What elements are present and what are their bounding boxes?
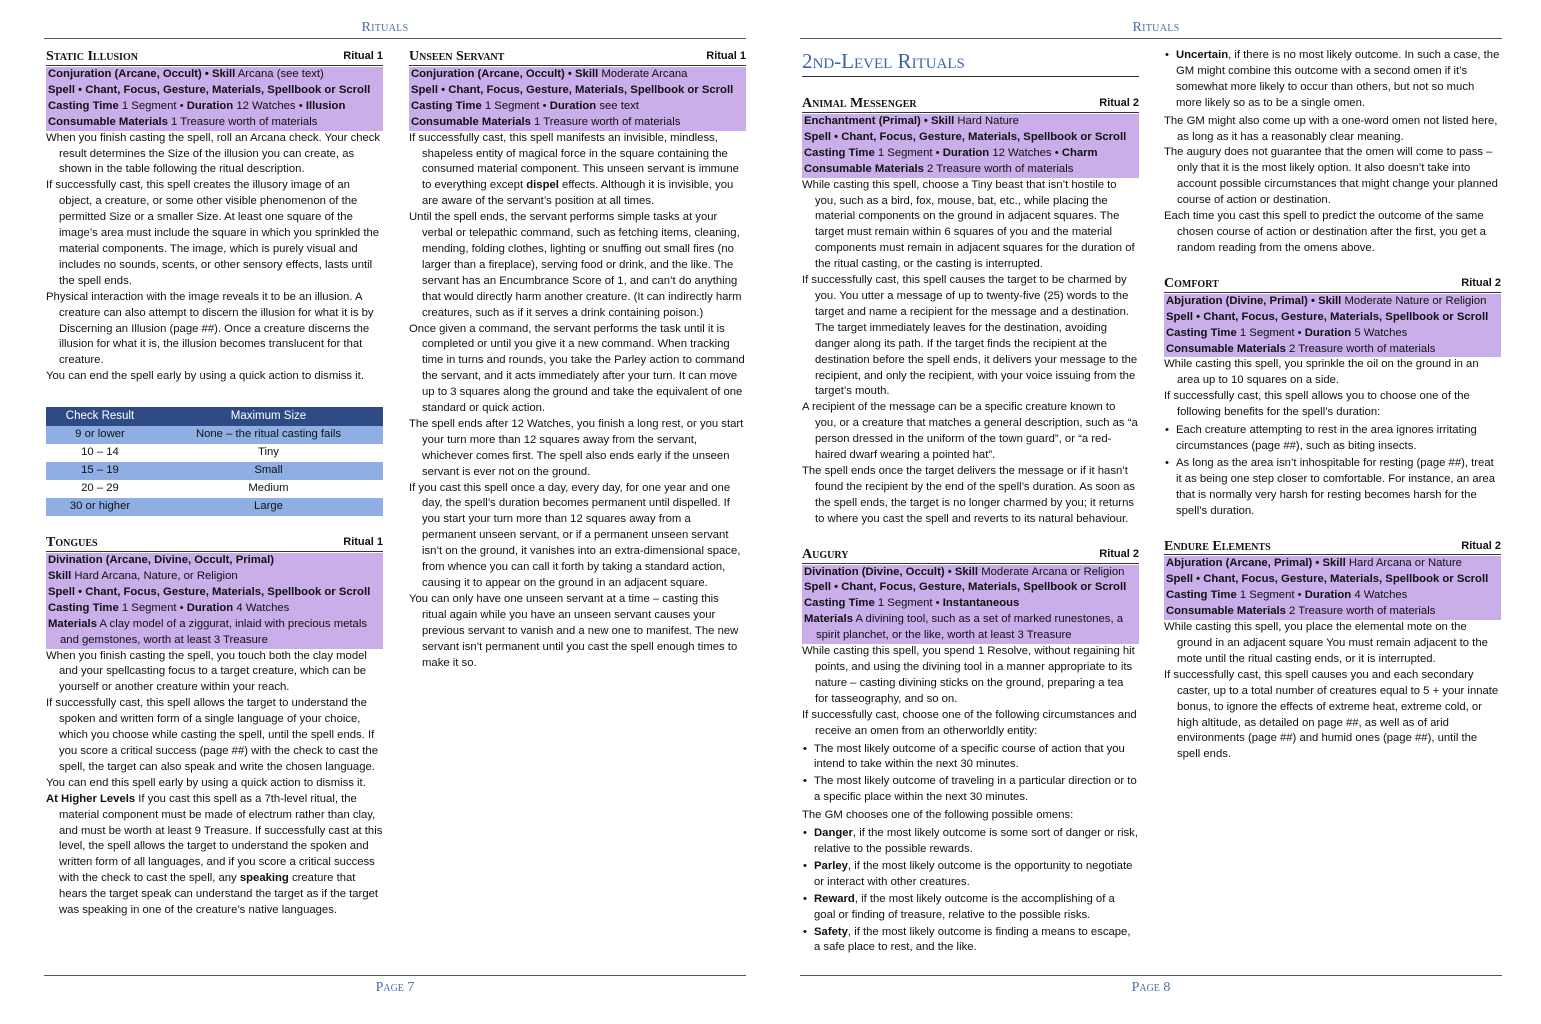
stat-value: 1 Segment • xyxy=(1236,589,1305,602)
stat-value: A clay model of a ziggurat, inlaid with precious metals and gemstones, worth at least 3 Treasure xyxy=(60,617,367,646)
stat-components: Spell • Chant, Focus, Gesture, Materials, Spellbook or Scroll xyxy=(1166,310,1489,323)
column-1 xyxy=(46,48,383,919)
spell-name: Static Illusion xyxy=(46,49,138,65)
stat-label: Consumable Materials xyxy=(411,115,531,128)
paragraph: If successfully cast, this spell causes you and each secondary caster, up to a total number of creatures equal to 5 + your innate bonus, to ignore the effects of extreme heat, extreme cold, or high altitude, as detailed on page ##, as well as of arid environments (page ##) and humid ones (page ##), until the spell ends. xyxy=(1164,668,1499,761)
text-bold: speaking xyxy=(239,872,289,885)
stat-value: 1 Segment • xyxy=(1236,326,1305,339)
stat-value: see text xyxy=(596,99,639,112)
spell-name: Tongues xyxy=(46,535,98,551)
page-8 xyxy=(771,0,1541,1024)
paragraph: The spell ends once the target delivers the message or if it hasn’t found the recipient by the end of the spell’s duration. As soon as the spell ends, the target is no longer charmed by you; it returns to where you cast the spell and reverts to its natural behaviour. xyxy=(802,464,1136,525)
stat-value: 1 Segment • xyxy=(874,597,943,610)
stat-components: Spell • Chant, Focus, Gesture, Materials, Spellbook or Scroll xyxy=(804,581,1127,594)
spell-tongues xyxy=(46,534,383,919)
table-row xyxy=(46,426,383,444)
paragraph: Each time you cast this spell to predict the outcome of the same chosen course of action or destination after the first, you get a random reading from the omens above. xyxy=(1164,210,1486,254)
spell-name: Unseen Servant xyxy=(409,49,505,65)
stat-label: Materials xyxy=(48,617,97,630)
paragraph: While casting this spell, choose a Tiny beast that isn’t hostile to you, such as a bird, fox, mouse, bat, etc., while placing the material components on the ground in adjacent squares. The target must remain within 6 squares of you and the material components must remain in adjacent squares for the duration of the ritual casting, or the casting is interrupted. xyxy=(802,178,1135,271)
stat-school: Divination (Arcane, Divine, Occult, Primal) xyxy=(48,554,274,567)
stat-value: 2 Treasure worth of materials xyxy=(1285,605,1436,618)
list-item xyxy=(1164,48,1501,112)
stat-block xyxy=(46,553,383,648)
column-4 xyxy=(1164,48,1501,763)
text-run: If you cast this spell as a 7th-level ritual, the material component must be made of electrum rather than clay, and must be worth at least 9 Treasure. If successfully cast at this level, the spell allows the target to understand the spoken and written form of all languages, and if you score a critical success with the check to cast the spell, any xyxy=(59,792,383,885)
spell-heading xyxy=(1164,275,1501,293)
text-bold: Reward xyxy=(814,892,855,905)
spell-animal-messenger xyxy=(802,95,1139,528)
stat-label: Duration xyxy=(549,99,597,112)
spell-comfort xyxy=(1164,275,1501,520)
spell-rank: Ritual 1 xyxy=(706,50,746,63)
paragraph: The GM might also come up with a one-word omen not listed here, as long as it has a reasonably clear meaning. xyxy=(1164,114,1498,143)
stat-value: 1 Segment • xyxy=(118,99,187,112)
list-item: • The most likely outcome of traveling in a particular direction or to a specific place within the next 30 minutes. xyxy=(802,774,1139,806)
table-cell: 10 – 14 xyxy=(81,446,119,459)
paragraph: If successfully cast, this spell creates the illusory image of an object, a creature, or some other visible phenomenon of the permitted Size or a smaller Size. At least one square of the image’s area must include the square in which you sprinkled the material components. The image, which is purely visual and includes no sounds, scents, or other sensory effects, lasts until the spell ends. xyxy=(46,179,380,287)
paragraph: You can end this spell early by using a quick action to dismiss it. xyxy=(46,776,366,789)
footer-rule xyxy=(44,975,746,976)
stat-components: Spell • Chant, Focus, Gesture, Materials, Spellbook or Scroll xyxy=(804,130,1127,143)
text-bold: Safety xyxy=(814,925,848,938)
spell-heading xyxy=(802,95,1139,113)
spell-heading xyxy=(46,534,383,552)
text-run: , if there is no most likely outcome. In such a case, the GM might combine this outcome with a second omen if it’s somewhat more likely to occur than others, but not so much more likely so as to be a single omen. xyxy=(1176,49,1500,109)
stat-value: 1 Segment • xyxy=(118,601,187,614)
stat-block xyxy=(46,67,383,131)
stat-block xyxy=(1164,294,1501,358)
paragraph: The augury does not guarantee that the omen will come to pass – only that it is the most likely option. It also doesn’t take into account possible circumstances that might change your planned course of action or destination. xyxy=(1164,146,1498,207)
text-run: , if the most likely outcome is the accomplishing of a goal or finding of treasure, relative to the possible risks. xyxy=(814,892,1115,921)
list-item xyxy=(802,859,1139,891)
section-title: 2nd-Level Rituals xyxy=(802,48,1139,77)
table-cell: Tiny xyxy=(258,446,279,459)
text-run: , if the most likely outcome is finding a means to escape, a safe place to rest, and the like. xyxy=(814,925,1131,954)
spell-rank: Ritual 1 xyxy=(343,536,383,549)
footer-rule xyxy=(800,975,1502,976)
stat-value: 12 Watches • xyxy=(989,146,1062,159)
stat-label: Consumable Materials xyxy=(48,115,168,128)
page-number: Page 7 xyxy=(375,980,415,995)
paragraph: If successfully cast, this spell causes the target to be charmed by you. You utter a message of up to twenty-five (25) words to the target and name a recipient for the message and a destination. The target immediately leaves for the destination, avoiding danger along its path. If the target finds the recipient at the destination before the spell ends, it delivers your message to the recipient, and only the recipient, with your voice issuing from the target’s mouth. xyxy=(802,274,1138,398)
stat-skill: Hard Nature xyxy=(954,115,1019,127)
stat-value: 2 Treasure worth of materials xyxy=(1285,342,1436,355)
stat-label: Casting Time xyxy=(804,146,875,159)
check-result-table xyxy=(46,407,383,516)
paragraph: A recipient of the message can be a specific creature known to you, or a creature that matches a general description, such as “a person dressed in the uniform of the town guard”, or “a red-haired dwarf wearing a pointed hat”. xyxy=(802,401,1138,462)
stat-value: A divining tool, such as a set of marked runestones, a spirit planchet, or the like, worth at least 3 Treasure xyxy=(816,613,1124,642)
stat-label: Duration xyxy=(942,146,990,159)
stat-value: 1 Segment • xyxy=(481,99,550,112)
stat-value: 2 Treasure worth of materials xyxy=(923,162,1074,175)
list-item xyxy=(802,826,1139,858)
spell-name: Augury xyxy=(802,546,849,562)
stat-label: Casting Time xyxy=(1166,326,1237,339)
table-header: Maximum Size xyxy=(154,407,383,426)
paragraph: Until the spell ends, the servant performs simple tasks at your verbal or telepathic command, such as fetching items, cleaning, mending, folding clothes, lighting or snuffing out small fires (no larger than a fireplace), serving food or drink, and the like. The servant has an Encumbrance Score of 1, and can’t do anything that would directly harm another creature. (It can indirectly harm creatures, such as if it serves a drink containing poison.) xyxy=(409,211,742,319)
list-item xyxy=(802,892,1139,924)
stat-skill: Hard Arcana or Nature xyxy=(1345,557,1462,570)
column-2 xyxy=(409,48,746,671)
text-bold: Uncertain xyxy=(1176,49,1229,61)
spell-heading xyxy=(1164,537,1501,555)
stat-label: Duration xyxy=(186,99,234,112)
text-bold: dispel xyxy=(526,179,559,192)
stat-components: Spell • Chant, Focus, Gesture, Materials, Spellbook or Scroll xyxy=(48,585,371,598)
stat-label: Duration xyxy=(186,601,234,614)
table-cell: None – the ritual casting fails xyxy=(154,426,383,444)
stat-components: Spell • Chant, Focus, Gesture, Materials, Spellbook or Scroll xyxy=(1166,573,1489,586)
paragraph: While casting this spell, you sprinkle the oil on the ground in an area up to 10 squares on a side. xyxy=(1164,358,1479,387)
stat-skill: Moderate Arcana xyxy=(598,68,688,80)
paragraph: When you finish casting the spell, roll an Arcana check. Your check result determines the Size of the illusion you can create, as shown in the table following the ritual description. xyxy=(46,131,381,176)
spell-name: Endure Elements xyxy=(1164,538,1271,554)
page-7 xyxy=(0,0,770,1024)
text-run: creature that hears the target speak can understand the target as if the target was speaking in one of the creature’s native languages. xyxy=(59,872,379,917)
paragraph: While casting this spell, you spend 1 Resolve, without regaining hit points, and using the divining tool in a manner appropriate to its nature – casting divining sticks on the ground, preparing a tea for tasseography, and so on. xyxy=(802,645,1135,705)
bullet-list xyxy=(1164,48,1501,112)
stat-block xyxy=(1164,556,1501,620)
text-run: , if the most likely outcome is some sort of danger or risk, relative to the possible rewards. xyxy=(814,827,1138,855)
paragraph: If successfully cast, this spell allows you to choose one of the following benefits for the spell’s duration: xyxy=(1164,390,1470,419)
page-number: Page 8 xyxy=(1131,980,1171,995)
spell-name: Comfort xyxy=(1164,275,1219,291)
stat-value: 1 Segment • xyxy=(874,146,943,159)
stat-label: Casting Time xyxy=(1166,589,1237,602)
stat-label: Consumable Materials xyxy=(1166,605,1286,618)
stat-school: Divination (Divine, Occult) • Skill xyxy=(804,565,979,578)
paragraph: While casting this spell, you place the elemental mote on the ground in an adjacent square You must remain adjacent to the mote until the ritual casting ends, or it is interrupted. xyxy=(1164,621,1488,665)
table-cell: 30 or higher xyxy=(46,498,154,516)
spell-heading xyxy=(802,546,1139,564)
spell-rank: Ritual 1 xyxy=(343,50,383,63)
stat-block xyxy=(409,67,746,131)
stat-block xyxy=(802,565,1139,645)
stat-label: Instantaneous xyxy=(942,597,1020,610)
list-item xyxy=(802,925,1139,957)
text-run: If successfully cast, this spell manifests an invisible, mindless, shapeless entity of magical force in the square containing the consumed material component. This unseen servant is immune to everything except xyxy=(409,131,739,192)
list-item: • As long as the area isn’t inhospitable for resting (page ##), treat it as being one step closer to comfortable. For instance, an area that is normally very harsh for resting becomes harsh for the spell’s duration. xyxy=(1164,456,1501,520)
stat-label: Duration xyxy=(1304,589,1352,602)
inline-heading: At Higher Levels xyxy=(46,792,136,805)
table-header: Check Result xyxy=(46,407,154,426)
stat-value: 4 Watches xyxy=(233,601,290,614)
paragraph: If successfully cast, choose one of the following circumstances and receive an omen from an otherworldly entity: xyxy=(802,708,1137,737)
text-run: effects. Although it is invisible, you are aware of the servant’s position at all times. xyxy=(422,179,734,208)
stat-value: Hard Arcana, Nature, or Religion xyxy=(71,570,238,583)
table-cell: Large xyxy=(154,498,383,516)
stat-value: 1 Treasure worth of materials xyxy=(167,115,318,128)
table-cell: Medium xyxy=(248,482,289,495)
stat-label: Consumable Materials xyxy=(804,162,924,175)
stat-tag: Illusion xyxy=(305,99,346,112)
paragraph xyxy=(409,131,746,211)
header-rule xyxy=(800,38,1502,39)
spell-rank: Ritual 2 xyxy=(1099,97,1139,110)
paragraph xyxy=(46,792,383,919)
stat-school: Conjuration (Arcane, Occult) • Skill xyxy=(411,68,599,80)
spell-rank: Ritual 2 xyxy=(1099,547,1139,560)
spell-static-illusion xyxy=(46,48,383,516)
stat-skill: Moderate Arcana or Religion xyxy=(978,565,1125,578)
stat-school: Abjuration (Divine, Primal) • Skill xyxy=(1166,294,1342,307)
table-row xyxy=(46,444,383,462)
stat-label: Consumable Materials xyxy=(1166,342,1286,355)
text-run: , if the most likely outcome is the opportunity to negotiate or interact with other creatures. xyxy=(814,859,1133,888)
stat-tag: Charm xyxy=(1061,146,1098,159)
paragraph: Physical interaction with the image reveals it to be an illusion. A creature can also attempt to discern the illusion for what it is by Discerning an Illusion (page ##). Once a creature discerns the illusion for what it is, the illusion becomes translucent for that creature. xyxy=(46,290,374,367)
table-row xyxy=(46,462,383,480)
stat-skill: Moderate Nature or Religion xyxy=(1341,294,1487,307)
table-row xyxy=(46,480,383,498)
stat-components: Spell • Chant, Focus, Gesture, Materials, Spellbook or Scroll xyxy=(411,83,734,96)
spell-name: Animal Messenger xyxy=(802,96,917,112)
spell-unseen-servant xyxy=(409,48,746,671)
column-3 xyxy=(802,48,1139,958)
paragraph: Once given a command, the servant performs the task until it is completed or until you give it a new command. When tracking time in turns and rounds, you take the Parley action to command the servant, and it acts immediately after your turn. It can move up to 3 squares along the ground and take the equivalent of one standard or quick action. xyxy=(409,322,745,415)
paragraph: The GM chooses one of the following possible omens: xyxy=(802,809,1074,822)
running-header: Rituals xyxy=(1132,20,1180,35)
stat-label: Casting Time xyxy=(411,99,482,112)
paragraph: You can only have one unseen servant at a time – casting this ritual again while you have an unseen servant causes your previous servant to vanish and a new one to manifest. The new servant isn’t permanent until you cast the spell enough times to make it so. xyxy=(409,592,739,669)
spell-endure-elements xyxy=(1164,537,1501,763)
stat-label: Materials xyxy=(804,613,853,626)
stat-skill: Arcana (see text) xyxy=(235,68,324,80)
paragraph: If successfully cast, this spell allows the target to understand the spoken and written form of a single language of your choice, which you choose while casting the spell, until the spell ends. If you score a critical success (page ##) with the check to cast the spell, the target can also speak and write the chosen language. xyxy=(46,697,378,773)
spell-augury xyxy=(802,546,1139,957)
stat-label: Casting Time xyxy=(48,601,119,614)
paragraph: The spell ends after 12 Watches, you finish a long rest, or you start your turn more than 12 squares away from the servant, whichever comes first. The spell also ends early if the unseen servant is ever not on the ground. xyxy=(409,417,744,478)
paragraph: If you cast this spell once a day, every day, for one year and one day, the spell’s duration becomes permanent until dispelled. If you start your turn more than 12 squares away from a permanent unseen servant, or if a permanent unseen servant isn’t on the ground, it vanishes into an extra-dimensional space, from whence you can call it forth by taking a standard action, causing it to appear on the ground in an adjacent square. xyxy=(409,481,741,589)
header-rule xyxy=(44,38,746,39)
table-cell: Small xyxy=(154,462,383,480)
stat-value: 4 Watches xyxy=(1351,589,1408,602)
stat-label: Casting Time xyxy=(48,99,119,112)
stat-value: 1 Treasure worth of materials xyxy=(530,115,681,128)
stat-label: Casting Time xyxy=(804,597,875,610)
table-header-row xyxy=(46,407,383,426)
stat-label: Duration xyxy=(1304,326,1352,339)
stat-label: Skill xyxy=(48,570,72,583)
bullet-list xyxy=(1164,423,1501,519)
bullet-list xyxy=(802,826,1139,956)
table-row xyxy=(46,498,383,516)
spell-rank: Ritual 2 xyxy=(1461,276,1501,289)
text-bold: Parley xyxy=(814,859,848,872)
stat-school: Abjuration (Arcane, Primal) • Skill xyxy=(1166,557,1346,570)
bullet-list xyxy=(802,742,1139,807)
paragraph: You can end the spell early by using a quick action to dismiss it. xyxy=(46,370,364,383)
list-item: • The most likely outcome of a specific course of action that you intend to take within the next 30 minutes. xyxy=(802,742,1139,774)
spell-rank: Ritual 2 xyxy=(1461,539,1501,552)
stat-components: Spell • Chant, Focus, Gesture, Materials, Spellbook or Scroll xyxy=(48,83,371,96)
table-cell: 15 – 19 xyxy=(46,462,154,480)
stat-school: Enchantment (Primal) • Skill xyxy=(804,115,955,127)
list-item: • Each creature attempting to rest in the area ignores irritating circumstances (page ##), such as biting insects. xyxy=(1164,423,1501,455)
stat-block xyxy=(802,114,1139,178)
table-cell: 20 – 29 xyxy=(81,482,119,495)
stat-value: 12 Watches • xyxy=(233,99,306,112)
stat-school: Conjuration (Arcane, Occult) • Skill xyxy=(48,68,236,80)
table-cell: 9 or lower xyxy=(46,426,154,444)
text-bold: Danger xyxy=(814,827,853,840)
paragraph: When you finish casting the spell, you touch both the clay model and your spellcasting focus to a target creature, which can be yourself or another creature within your reach. xyxy=(46,649,367,694)
spell-heading xyxy=(409,48,746,66)
stat-value: 5 Watches xyxy=(1351,326,1408,339)
spell-heading xyxy=(46,48,383,66)
running-header: Rituals xyxy=(361,20,409,35)
